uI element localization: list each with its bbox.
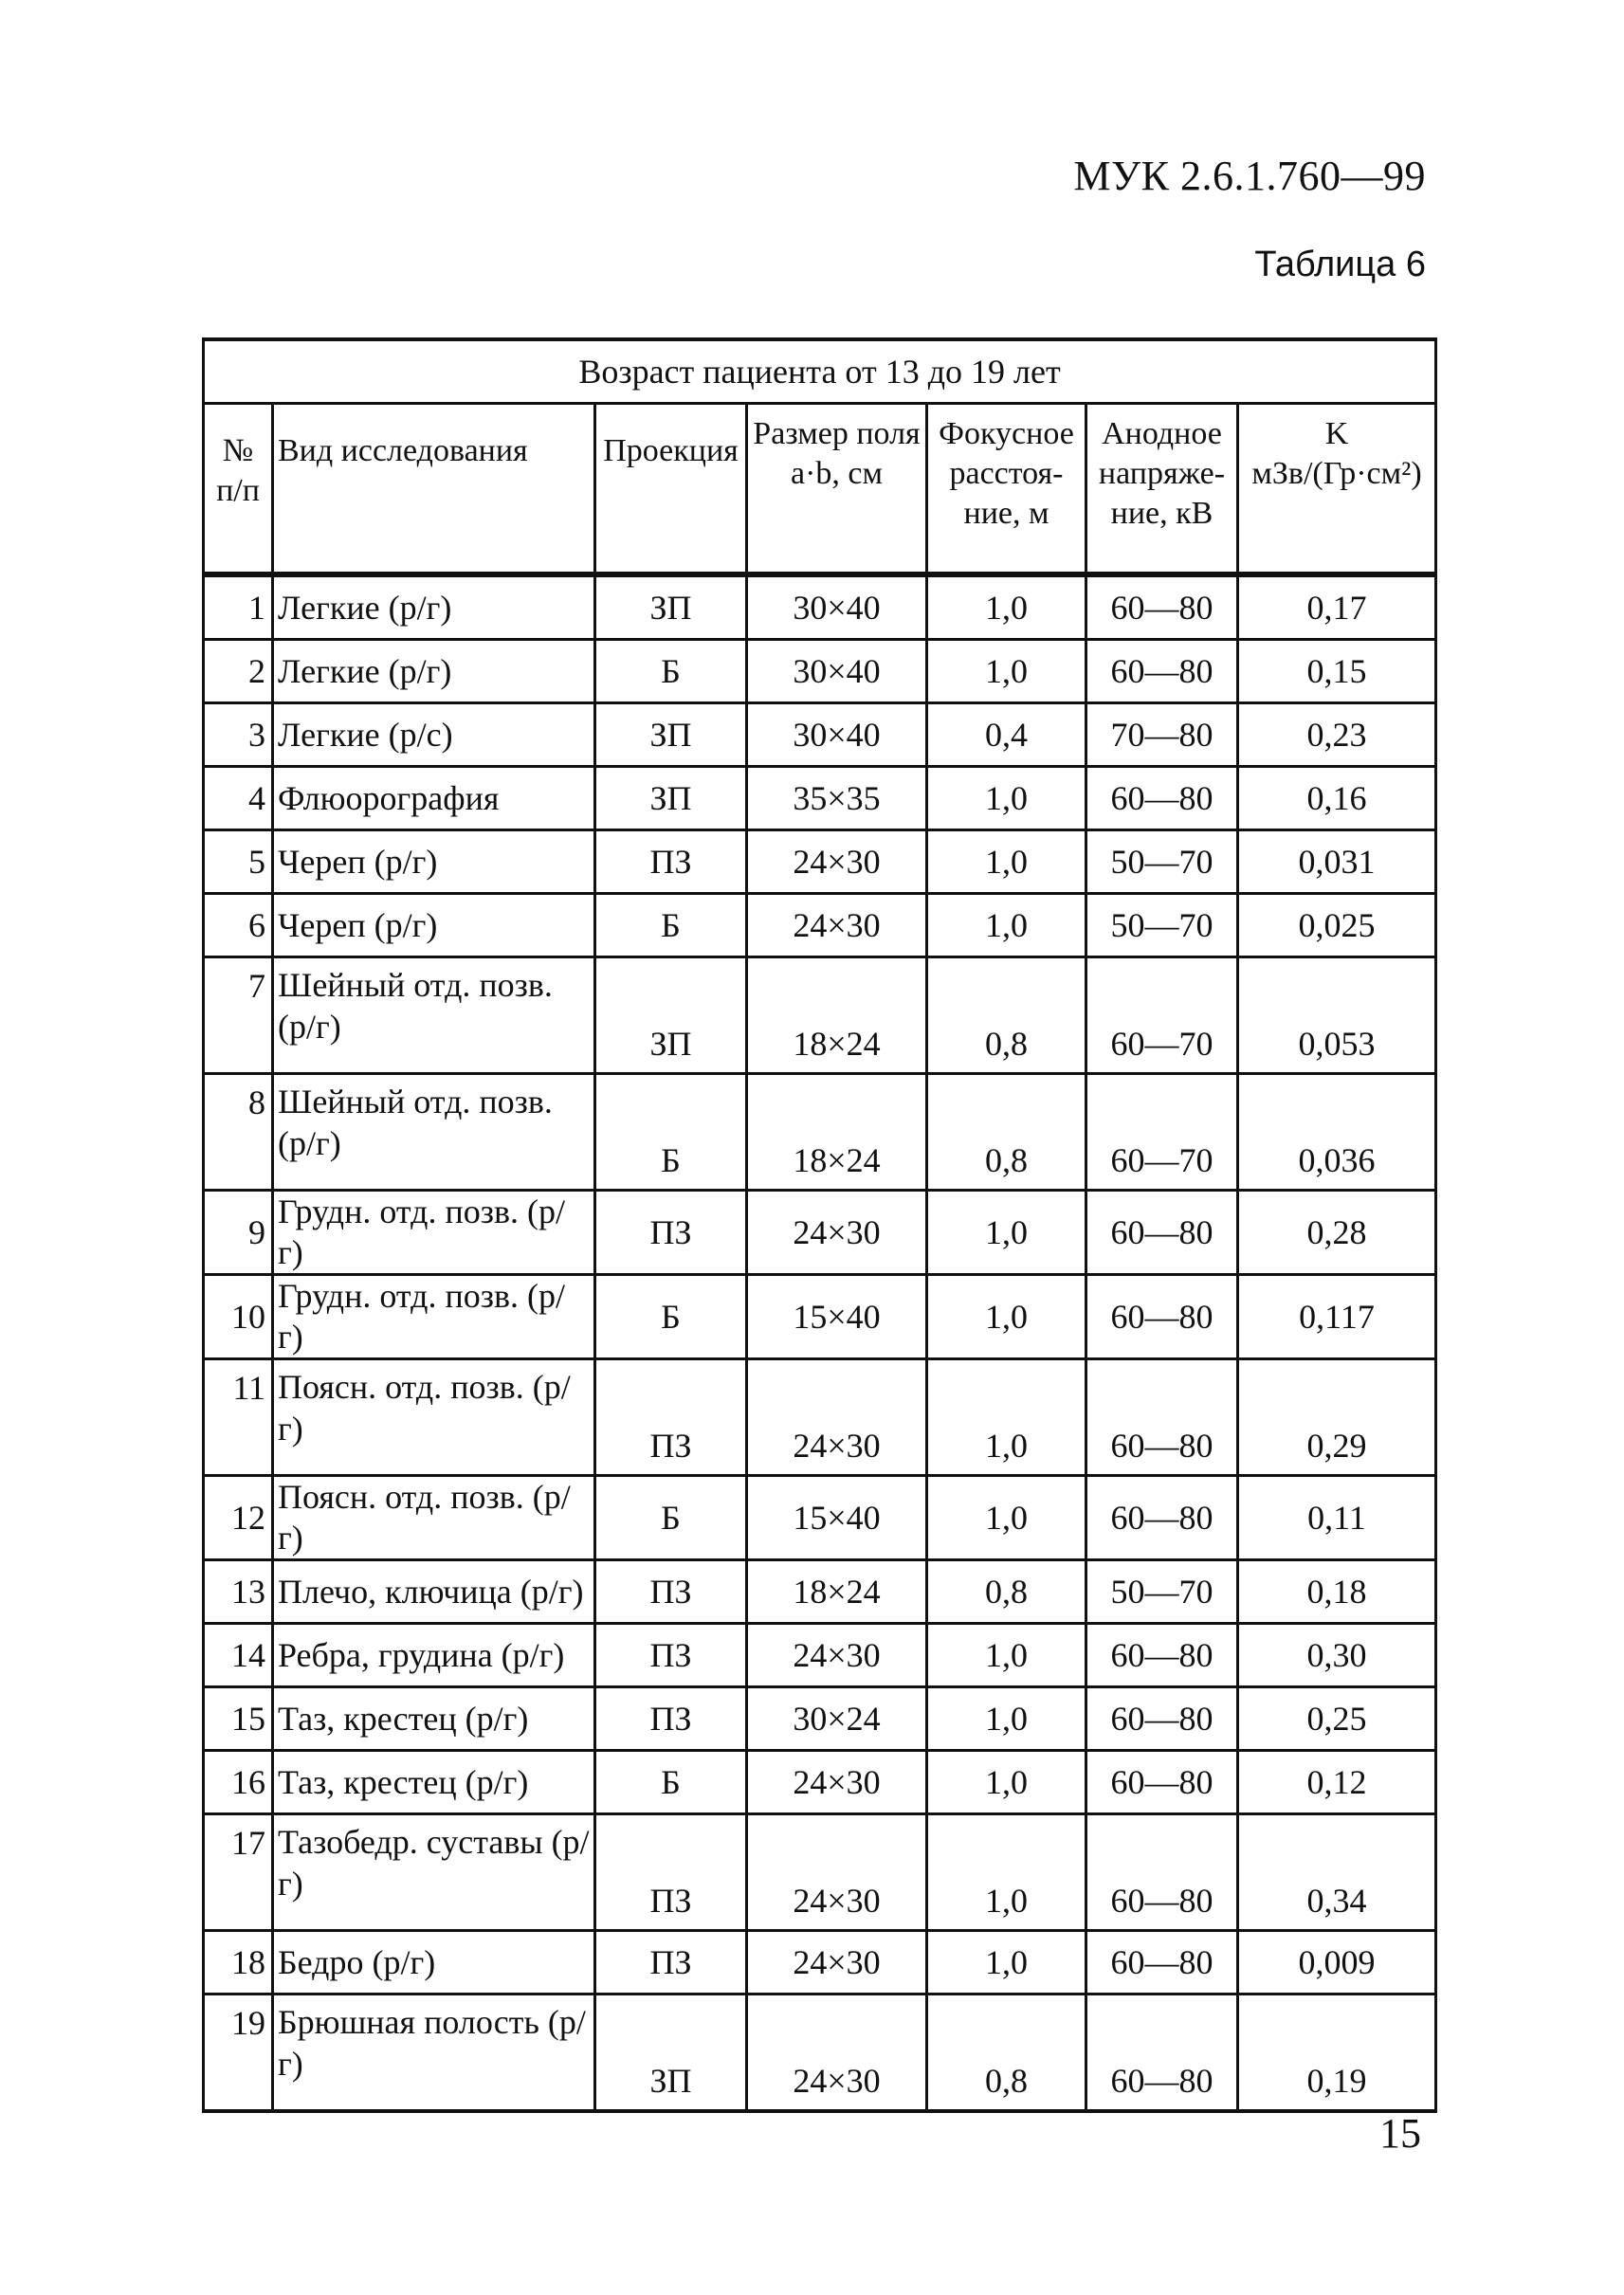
focal-distance: 1,0 xyxy=(927,1687,1086,1751)
anode-voltage: 60—80 xyxy=(1086,1994,1238,2112)
k-coefficient: 0,009 xyxy=(1238,1931,1436,1994)
projection: ПЗ xyxy=(595,1191,747,1275)
focal-distance: 1,0 xyxy=(927,830,1086,894)
k-coefficient: 0,031 xyxy=(1238,830,1436,894)
focal-distance: 1,0 xyxy=(927,1814,1086,1931)
exam-type: Легкие (р/г) xyxy=(273,640,595,703)
table-row xyxy=(204,1814,1436,1931)
projection: ПЗ xyxy=(595,830,747,894)
header-k-coefficient: K мЗв/(Гр·см²) xyxy=(1238,404,1436,575)
row-number: 6 xyxy=(204,894,273,957)
row-number: 2 xyxy=(204,640,273,703)
exam-type: Плечо, ключица (р/г) xyxy=(273,1560,595,1624)
exam-type: Бедро (р/г) xyxy=(273,1931,595,1994)
focal-distance: 0,8 xyxy=(927,1560,1086,1624)
row-number: 14 xyxy=(204,1624,273,1687)
anode-voltage: 60—80 xyxy=(1086,1359,1238,1476)
projection: Б xyxy=(595,894,747,957)
focal-distance: 1,0 xyxy=(927,1931,1086,1994)
anode-voltage: 60—80 xyxy=(1086,1687,1238,1751)
row-number: 3 xyxy=(204,703,273,767)
field-size: 24×30 xyxy=(747,1359,927,1476)
table-title-row xyxy=(204,339,1436,404)
focal-distance: 1,0 xyxy=(927,1191,1086,1275)
projection: ЗП xyxy=(595,767,747,830)
k-coefficient: 0,17 xyxy=(1238,574,1436,640)
k-coefficient: 0,29 xyxy=(1238,1359,1436,1476)
k-coefficient: 0,117 xyxy=(1238,1275,1436,1359)
anode-voltage: 60—80 xyxy=(1086,767,1238,830)
k-coefficient: 0,16 xyxy=(1238,767,1436,830)
header-focal-distance: Фокусное расстоя-ние, м xyxy=(927,404,1086,575)
focal-distance: 1,0 xyxy=(927,1275,1086,1359)
k-coefficient: 0,23 xyxy=(1238,703,1436,767)
field-size: 24×30 xyxy=(747,894,927,957)
field-size: 18×24 xyxy=(747,957,927,1074)
field-size: 24×30 xyxy=(747,1624,927,1687)
exam-type: Флюорография xyxy=(273,767,595,830)
anode-voltage: 50—70 xyxy=(1086,830,1238,894)
table-caption: Таблица 6 xyxy=(1254,245,1426,284)
table-row xyxy=(204,894,1436,957)
k-coefficient: 0,11 xyxy=(1238,1476,1436,1560)
projection: ЗП xyxy=(595,1994,747,2112)
row-number: 16 xyxy=(204,1751,273,1814)
table-row xyxy=(204,1624,1436,1687)
row-number: 19 xyxy=(204,1994,273,2112)
anode-voltage: 60—80 xyxy=(1086,640,1238,703)
k-coefficient: 0,036 xyxy=(1238,1074,1436,1191)
field-size: 24×30 xyxy=(747,1751,927,1814)
table-row xyxy=(204,1191,1436,1275)
anode-voltage: 50—70 xyxy=(1086,1560,1238,1624)
table-row xyxy=(204,1931,1436,1994)
anode-voltage: 60—80 xyxy=(1086,574,1238,640)
anode-voltage: 50—70 xyxy=(1086,894,1238,957)
projection: ЗП xyxy=(595,703,747,767)
dose-coefficient-table xyxy=(202,337,1437,2113)
field-size: 30×40 xyxy=(747,703,927,767)
table-row xyxy=(204,1476,1436,1560)
exam-type: Ребра, грудина (р/г) xyxy=(273,1624,595,1687)
anode-voltage: 60—80 xyxy=(1086,1931,1238,1994)
k-coefficient: 0,025 xyxy=(1238,894,1436,957)
focal-distance: 0,8 xyxy=(927,1994,1086,2112)
table-body xyxy=(204,574,1436,2111)
field-size: 18×24 xyxy=(747,1074,927,1191)
table-row xyxy=(204,1994,1436,2112)
exam-type: Череп (р/г) xyxy=(273,830,595,894)
page-number: 15 xyxy=(1379,2110,1421,2157)
projection: Б xyxy=(595,1275,747,1359)
exam-type: Тазобедр. суставы (р/г) xyxy=(273,1814,595,1931)
header-anode-voltage: Анодное напряже-ние, кВ xyxy=(1086,404,1238,575)
focal-distance: 1,0 xyxy=(927,640,1086,703)
document-code: МУК 2.6.1.760—99 xyxy=(1073,153,1426,199)
projection: ПЗ xyxy=(595,1814,747,1931)
focal-distance: 1,0 xyxy=(927,894,1086,957)
field-size: 30×24 xyxy=(747,1687,927,1751)
projection: Б xyxy=(595,1476,747,1560)
projection: ПЗ xyxy=(595,1560,747,1624)
row-number: 10 xyxy=(204,1275,273,1359)
exam-type: Легкие (р/г) xyxy=(273,574,595,640)
projection: Б xyxy=(595,640,747,703)
field-size: 15×40 xyxy=(747,1476,927,1560)
field-size: 24×30 xyxy=(747,830,927,894)
row-number: 1 xyxy=(204,574,273,640)
row-number: 5 xyxy=(204,830,273,894)
row-number: 17 xyxy=(204,1814,273,1931)
k-coefficient: 0,30 xyxy=(1238,1624,1436,1687)
projection: Б xyxy=(595,1751,747,1814)
k-coefficient: 0,12 xyxy=(1238,1751,1436,1814)
projection: ПЗ xyxy=(595,1931,747,1994)
exam-type: Шейный отд. позв. (р/г) xyxy=(273,957,595,1074)
row-number: 13 xyxy=(204,1560,273,1624)
row-number: 11 xyxy=(204,1359,273,1476)
anode-voltage: 60—70 xyxy=(1086,1074,1238,1191)
table-row xyxy=(204,957,1436,1074)
focal-distance: 1,0 xyxy=(927,1624,1086,1687)
exam-type: Брюшная полость (р/г) xyxy=(273,1994,595,2112)
table-row xyxy=(204,830,1436,894)
field-size: 35×35 xyxy=(747,767,927,830)
table-title: Возраст пациента от 13 до 19 лет xyxy=(204,339,1436,404)
field-size: 18×24 xyxy=(747,1560,927,1624)
anode-voltage: 60—80 xyxy=(1086,1275,1238,1359)
row-number: 7 xyxy=(204,957,273,1074)
projection: Б xyxy=(595,1074,747,1191)
row-number: 18 xyxy=(204,1931,273,1994)
field-size: 30×40 xyxy=(747,574,927,640)
table-row xyxy=(204,1751,1436,1814)
focal-distance: 0,8 xyxy=(927,957,1086,1074)
exam-type: Таз, крестец (р/г) xyxy=(273,1751,595,1814)
exam-type: Грудн. отд. позв. (р/г) xyxy=(273,1275,595,1359)
k-coefficient: 0,18 xyxy=(1238,1560,1436,1624)
projection: ПЗ xyxy=(595,1624,747,1687)
field-size: 30×40 xyxy=(747,640,927,703)
projection: ЗП xyxy=(595,957,747,1074)
field-size: 24×30 xyxy=(747,1994,927,2112)
k-coefficient: 0,15 xyxy=(1238,640,1436,703)
row-number: 8 xyxy=(204,1074,273,1191)
table-row xyxy=(204,1687,1436,1751)
anode-voltage: 70—80 xyxy=(1086,703,1238,767)
exam-type: Шейный отд. позв. (р/г) xyxy=(273,1074,595,1191)
table-row xyxy=(204,1074,1436,1191)
focal-distance: 1,0 xyxy=(927,1476,1086,1560)
projection: ПЗ xyxy=(595,1687,747,1751)
exam-type: Поясн. отд. позв. (р/г) xyxy=(273,1476,595,1560)
field-size: 24×30 xyxy=(747,1191,927,1275)
focal-distance: 1,0 xyxy=(927,1751,1086,1814)
projection: ПЗ xyxy=(595,1359,747,1476)
exam-type: Легкие (р/с) xyxy=(273,703,595,767)
table-row xyxy=(204,574,1436,640)
k-coefficient: 0,28 xyxy=(1238,1191,1436,1275)
anode-voltage: 60—80 xyxy=(1086,1191,1238,1275)
anode-voltage: 60—80 xyxy=(1086,1751,1238,1814)
exam-type: Поясн. отд. позв. (р/г) xyxy=(273,1359,595,1476)
header-num: № п/п xyxy=(204,404,273,575)
header-projection: Проекция xyxy=(595,404,747,575)
k-coefficient: 0,19 xyxy=(1238,1994,1436,2112)
header-field-size: Размер поля a·b, см xyxy=(747,404,927,575)
column-header-row xyxy=(204,404,1436,575)
table-row xyxy=(204,703,1436,767)
row-number: 4 xyxy=(204,767,273,830)
focal-distance: 1,0 xyxy=(927,767,1086,830)
focal-distance: 1,0 xyxy=(927,574,1086,640)
header-exam-type: Вид исследования xyxy=(273,404,595,575)
k-coefficient: 0,053 xyxy=(1238,957,1436,1074)
k-coefficient: 0,25 xyxy=(1238,1687,1436,1751)
focal-distance: 1,0 xyxy=(927,1359,1086,1476)
table-row xyxy=(204,640,1436,703)
table-row xyxy=(204,767,1436,830)
exam-type: Череп (р/г) xyxy=(273,894,595,957)
anode-voltage: 60—80 xyxy=(1086,1624,1238,1687)
field-size: 24×30 xyxy=(747,1814,927,1931)
row-number: 9 xyxy=(204,1191,273,1275)
row-number: 15 xyxy=(204,1687,273,1751)
anode-voltage: 60—70 xyxy=(1086,957,1238,1074)
table-row xyxy=(204,1275,1436,1359)
focal-distance: 0,8 xyxy=(927,1074,1086,1191)
row-number: 12 xyxy=(204,1476,273,1560)
table-row xyxy=(204,1359,1436,1476)
exam-type: Таз, крестец (р/г) xyxy=(273,1687,595,1751)
focal-distance: 0,4 xyxy=(927,703,1086,767)
k-coefficient: 0,34 xyxy=(1238,1814,1436,1931)
field-size: 15×40 xyxy=(747,1275,927,1359)
exam-type: Грудн. отд. позв. (р/г) xyxy=(273,1191,595,1275)
projection: ЗП xyxy=(595,574,747,640)
field-size: 24×30 xyxy=(747,1931,927,1994)
anode-voltage: 60—80 xyxy=(1086,1814,1238,1931)
table-row xyxy=(204,1560,1436,1624)
anode-voltage: 60—80 xyxy=(1086,1476,1238,1560)
